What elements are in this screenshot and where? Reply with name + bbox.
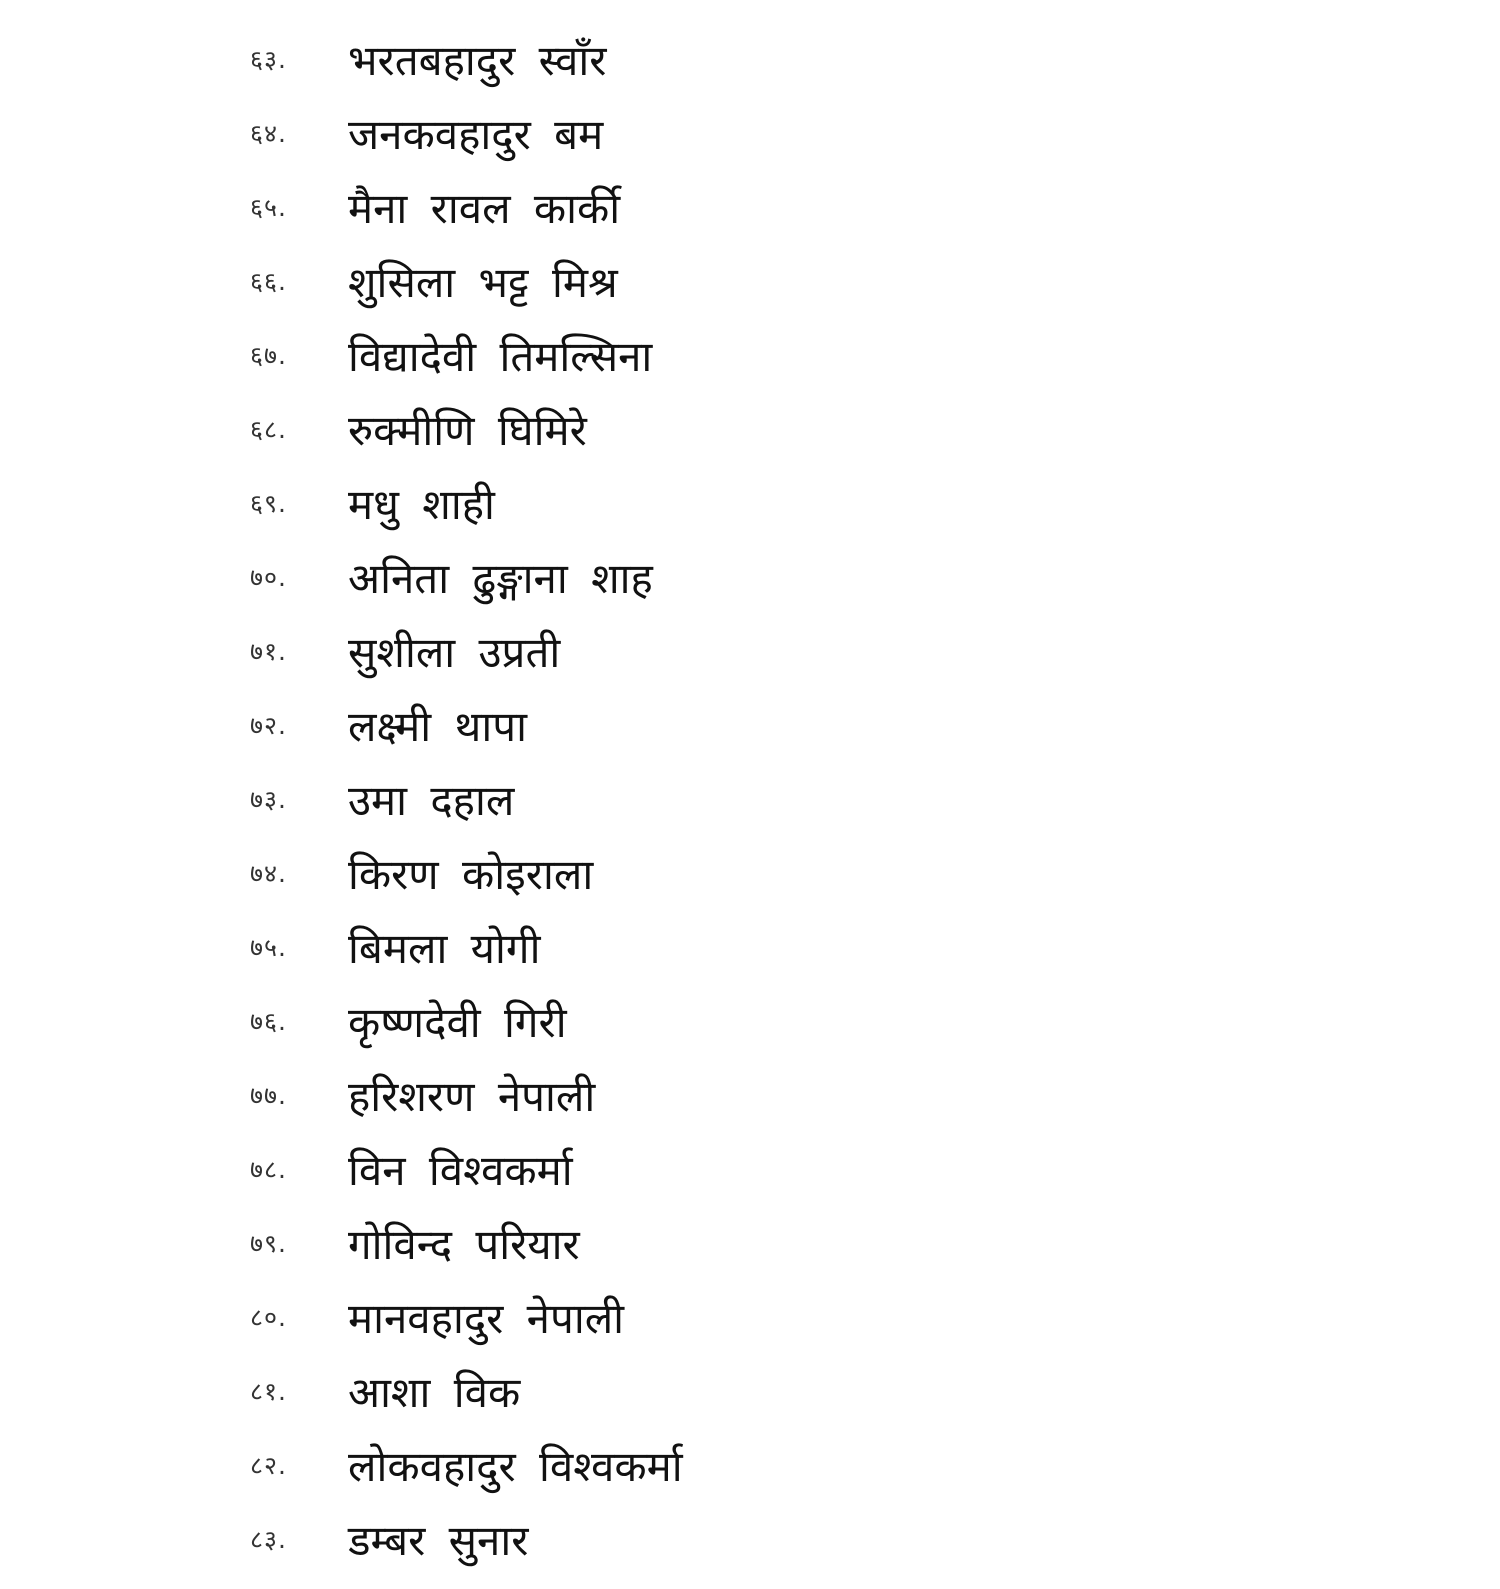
list-item <box>250 96 1150 170</box>
list-item <box>250 318 1150 392</box>
item-name: जनकवहादुर बम <box>348 109 604 159</box>
list-item <box>250 1206 1150 1280</box>
item-number: ७६. <box>250 1007 287 1036</box>
item-number: ७३. <box>250 785 287 814</box>
list-item <box>250 1132 1150 1206</box>
item-number: ६८. <box>250 415 287 444</box>
item-name: हरिशरण नेपाली <box>348 1071 596 1121</box>
list-item <box>250 392 1150 466</box>
item-name: लोकवहादुर विश्वकर्मा <box>348 1441 683 1491</box>
list-item <box>250 1428 1150 1502</box>
item-name: मैना रावल कार्की <box>348 183 621 233</box>
list-item <box>250 762 1150 836</box>
item-number: ८२. <box>250 1451 287 1480</box>
item-number: ७२. <box>250 711 287 740</box>
item-number: ७७. <box>250 1081 287 1110</box>
list-item <box>250 466 1150 540</box>
list-item <box>250 910 1150 984</box>
item-name: गोविन्द परियार <box>348 1219 580 1269</box>
item-name: रुक्मीणि घिमिरे <box>348 405 587 455</box>
item-number: ६९. <box>250 489 287 518</box>
item-name: बिमला योगी <box>348 923 541 973</box>
item-number: ८३. <box>250 1525 287 1554</box>
item-number: ७८. <box>250 1155 287 1184</box>
item-number: ७५. <box>250 933 287 962</box>
item-name: मधु शाही <box>348 479 495 529</box>
list-item <box>250 984 1150 1058</box>
item-number: ७१. <box>250 637 287 666</box>
list-item <box>250 244 1150 318</box>
item-number: ६४. <box>250 119 287 148</box>
item-number: ७४. <box>250 859 287 888</box>
list-item <box>250 1280 1150 1354</box>
item-name: डम्बर सुनार <box>348 1515 529 1565</box>
item-name: किरण कोइराला <box>348 849 594 899</box>
list-item <box>250 614 1150 688</box>
item-number: ७९. <box>250 1229 287 1258</box>
item-name: मानवहादुर नेपाली <box>348 1293 625 1343</box>
item-name: उमा दहाल <box>348 775 515 825</box>
list-item <box>250 1354 1150 1428</box>
item-name: लक्ष्मी थापा <box>348 701 527 751</box>
item-name: सुशीला उप्रती <box>348 627 561 677</box>
name-list <box>250 22 1150 1576</box>
item-name: कृष्णदेवी गिरी <box>348 997 567 1047</box>
list-item <box>250 22 1150 96</box>
list-item <box>250 170 1150 244</box>
item-number: ६६. <box>250 267 287 296</box>
item-name: विन विश्वकर्मा <box>348 1145 573 1195</box>
item-number: ६३. <box>250 45 287 74</box>
list-item <box>250 836 1150 910</box>
item-number: ७०. <box>250 563 287 592</box>
item-name: आशा विक <box>348 1367 521 1417</box>
list-item <box>250 540 1150 614</box>
item-name: अनिता ढुङ्गाना शाह <box>348 553 653 603</box>
list-item <box>250 1502 1150 1576</box>
item-number: ६७. <box>250 341 287 370</box>
item-name: विद्यादेवी तिमल्सिना <box>348 331 653 381</box>
item-number: ६५. <box>250 193 287 222</box>
item-name: शुसिला भट्ट मिश्र <box>348 257 618 307</box>
list-item <box>250 688 1150 762</box>
item-name: भरतबहादुर स्वाँर <box>348 35 607 85</box>
item-number: ८१. <box>250 1377 287 1406</box>
item-number: ८०. <box>250 1303 287 1332</box>
list-item <box>250 1058 1150 1132</box>
